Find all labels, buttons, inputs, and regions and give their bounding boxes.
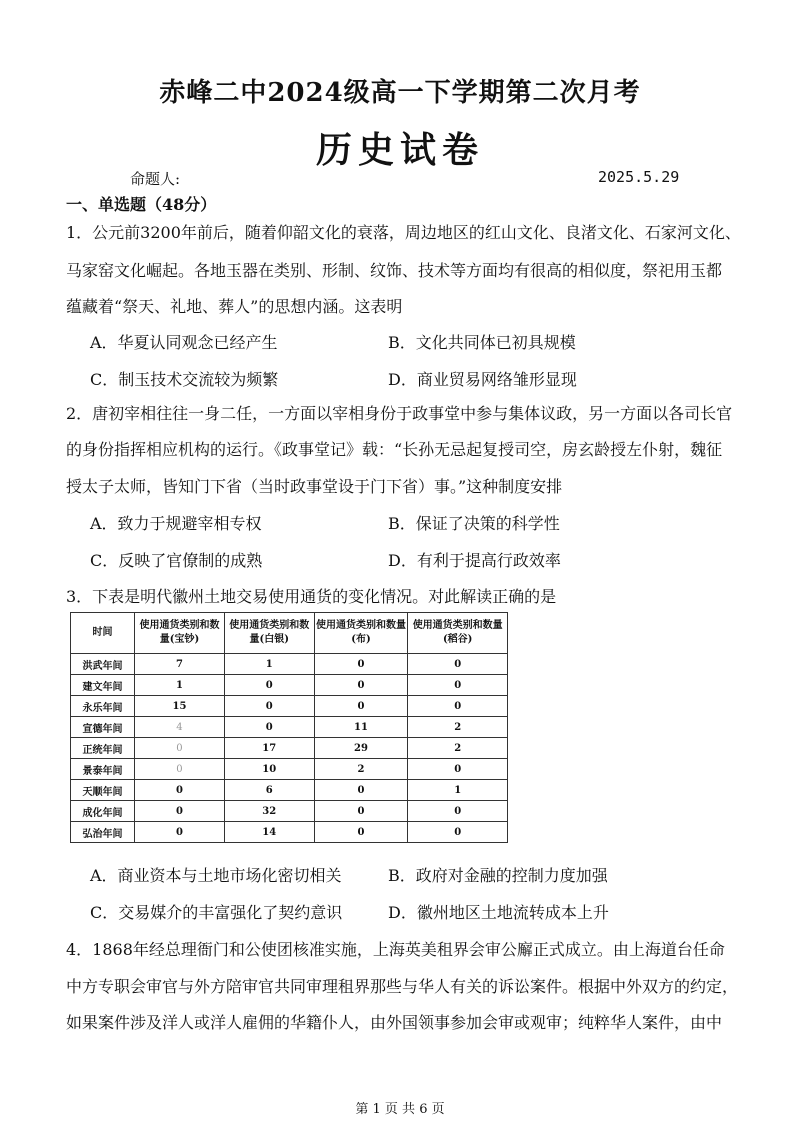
q3-option-a: A．商业资本与土地市场化密切相关 [90, 866, 342, 885]
table-cell: 正统年间 [71, 738, 135, 759]
table-cell: 0 [408, 654, 508, 675]
author-label: 命题人: [130, 170, 181, 188]
q2-option-a: A．致力于规避宰相专权 [90, 514, 262, 533]
q2-option-d: D．有利于提高行政效率 [388, 551, 561, 570]
table-cell: 洪武年间 [71, 654, 135, 675]
q1-option-a: A．华夏认同观念已经产生 [90, 333, 278, 352]
table-cell: 0 [408, 696, 508, 717]
page-footer: 第 1 页 共 6 页 [355, 1102, 445, 1117]
table-row [71, 759, 508, 780]
table-cell: 0 [135, 780, 225, 801]
table-cell: 0 [224, 717, 314, 738]
table-row [71, 738, 508, 759]
table-cell: 0 [314, 654, 408, 675]
table-cell: 0 [314, 675, 408, 696]
table-cell: 1 [408, 780, 508, 801]
table-cell: 0 [314, 822, 408, 843]
table-row [71, 717, 508, 738]
table-header: 使用通货类别和数量(白银) [224, 613, 314, 654]
table-cell: 1 [224, 654, 314, 675]
table-cell: 2 [314, 759, 408, 780]
table-cell: 弘治年间 [71, 822, 135, 843]
table-row [71, 801, 508, 822]
table-row [71, 696, 508, 717]
q2-option-b: B．保证了决策的科学性 [388, 514, 560, 533]
table-header-row [71, 613, 508, 654]
table-cell: 7 [135, 654, 225, 675]
q2-stem-line-1: 2．唐初宰相往往一身二任，一方面以宰相身份于政事堂中参与集体议政，另一方面以各司长官 [66, 404, 733, 423]
q1-stem-line-1: 1．公元前3200年前后，随着仰韶文化的衰落，周边地区的红山文化、良渚文化、石家河文化、 [66, 223, 741, 242]
section-title: 一、单选题（48分） [66, 195, 217, 214]
table-row [71, 822, 508, 843]
q4-stem-line-3: 如果案件涉及洋人或洋人雇佣的华籍仆人，由外国领事参加会审或观审；纯粹华人案件，由中 [66, 1013, 723, 1032]
table-header: 使用通货类别和数量(宝钞) [135, 613, 225, 654]
table-cell: 0 [408, 759, 508, 780]
q2-stem-line-2: 的身份指挥相应机构的运行。《政事堂记》载：“长孙无忌起复授司空，房玄龄授左仆射，魏征 [66, 440, 723, 459]
currency-table [70, 612, 508, 843]
q2-stem-line-3: 授太子太师，皆知门下省（当时政事堂设于门下省）事。”这种制度安排 [66, 477, 563, 496]
table-cell: 景泰年间 [71, 759, 135, 780]
table-cell: 0 [314, 801, 408, 822]
table-row [71, 675, 508, 696]
table-row [71, 654, 508, 675]
q1-option-b: B．文化共同体已初具规模 [388, 333, 576, 352]
table-cell: 建文年间 [71, 675, 135, 696]
q1-option-c: C．制玉技术交流较为频繁 [90, 370, 279, 389]
table-cell: 0 [224, 696, 314, 717]
table-cell: 0 [408, 801, 508, 822]
table-cell: 32 [224, 801, 314, 822]
exam-date: 2025.5.29 [598, 168, 680, 186]
table-cell: 0 [135, 822, 225, 843]
table-cell: 29 [314, 738, 408, 759]
q3-option-c: C．交易媒介的丰富强化了契约意识 [90, 903, 343, 922]
table-row [71, 780, 508, 801]
table-cell: 2 [408, 717, 508, 738]
exam-title: 赤峰二中2024级高一下学期第二次月考 [159, 78, 641, 108]
table-cell: 成化年间 [71, 801, 135, 822]
q3-stem: 3．下表是明代徽州土地交易使用通货的变化情况。对此解读正确的是 [66, 587, 557, 606]
table-cell: 0 [224, 675, 314, 696]
table-cell: 0 [314, 696, 408, 717]
table-cell: 10 [224, 759, 314, 780]
q4-stem-line-1: 4．1868年经总理衙门和公使团核准实施，上海英美租界会审公廨正式成立。由上海道台任命 [66, 940, 725, 959]
table-cell: 14 [224, 822, 314, 843]
exam-subtitle: 历史试卷 [315, 129, 484, 171]
table-cell: 1 [135, 675, 225, 696]
table-cell: 永乐年间 [71, 696, 135, 717]
q3-option-b: B．政府对金融的控制力度加强 [388, 866, 608, 885]
table-cell: 6 [224, 780, 314, 801]
table-cell: 15 [135, 696, 225, 717]
q3-option-d: D．徽州地区土地流转成本上升 [388, 903, 609, 922]
table-cell: 0 [135, 759, 225, 780]
table-header: 使用通货类别和数量(布) [314, 613, 408, 654]
table-cell: 0 [408, 675, 508, 696]
q2-option-c: C．反映了官僚制的成熟 [90, 551, 263, 570]
table-cell: 11 [314, 717, 408, 738]
table-cell: 0 [135, 738, 225, 759]
table-cell: 0 [314, 780, 408, 801]
table-header: 使用通货类别和数量(稻谷) [408, 613, 508, 654]
table-cell: 2 [408, 738, 508, 759]
q1-stem-line-3: 蕴藏着“祭天、礼地、葬人”的思想内涵。这表明 [66, 297, 403, 316]
table-cell: 0 [408, 822, 508, 843]
table-cell: 4 [135, 717, 225, 738]
q4-stem-line-2: 中方专职会审官与外方陪审官共同审理租界那些与华人有关的诉讼案件。根据中外双方的约定， [66, 977, 739, 996]
table-header: 时间 [71, 613, 135, 654]
table-cell: 0 [135, 801, 225, 822]
table-cell: 天顺年间 [71, 780, 135, 801]
q1-stem-line-2: 马家窑文化崛起。各地玉器在类别、形制、纹饰、技术等方面均有很高的相似度，祭祀用玉都 [66, 261, 723, 280]
table-cell: 宣德年间 [71, 717, 135, 738]
table-cell: 17 [224, 738, 314, 759]
q1-option-d: D．商业贸易网络雏形显现 [388, 370, 577, 389]
